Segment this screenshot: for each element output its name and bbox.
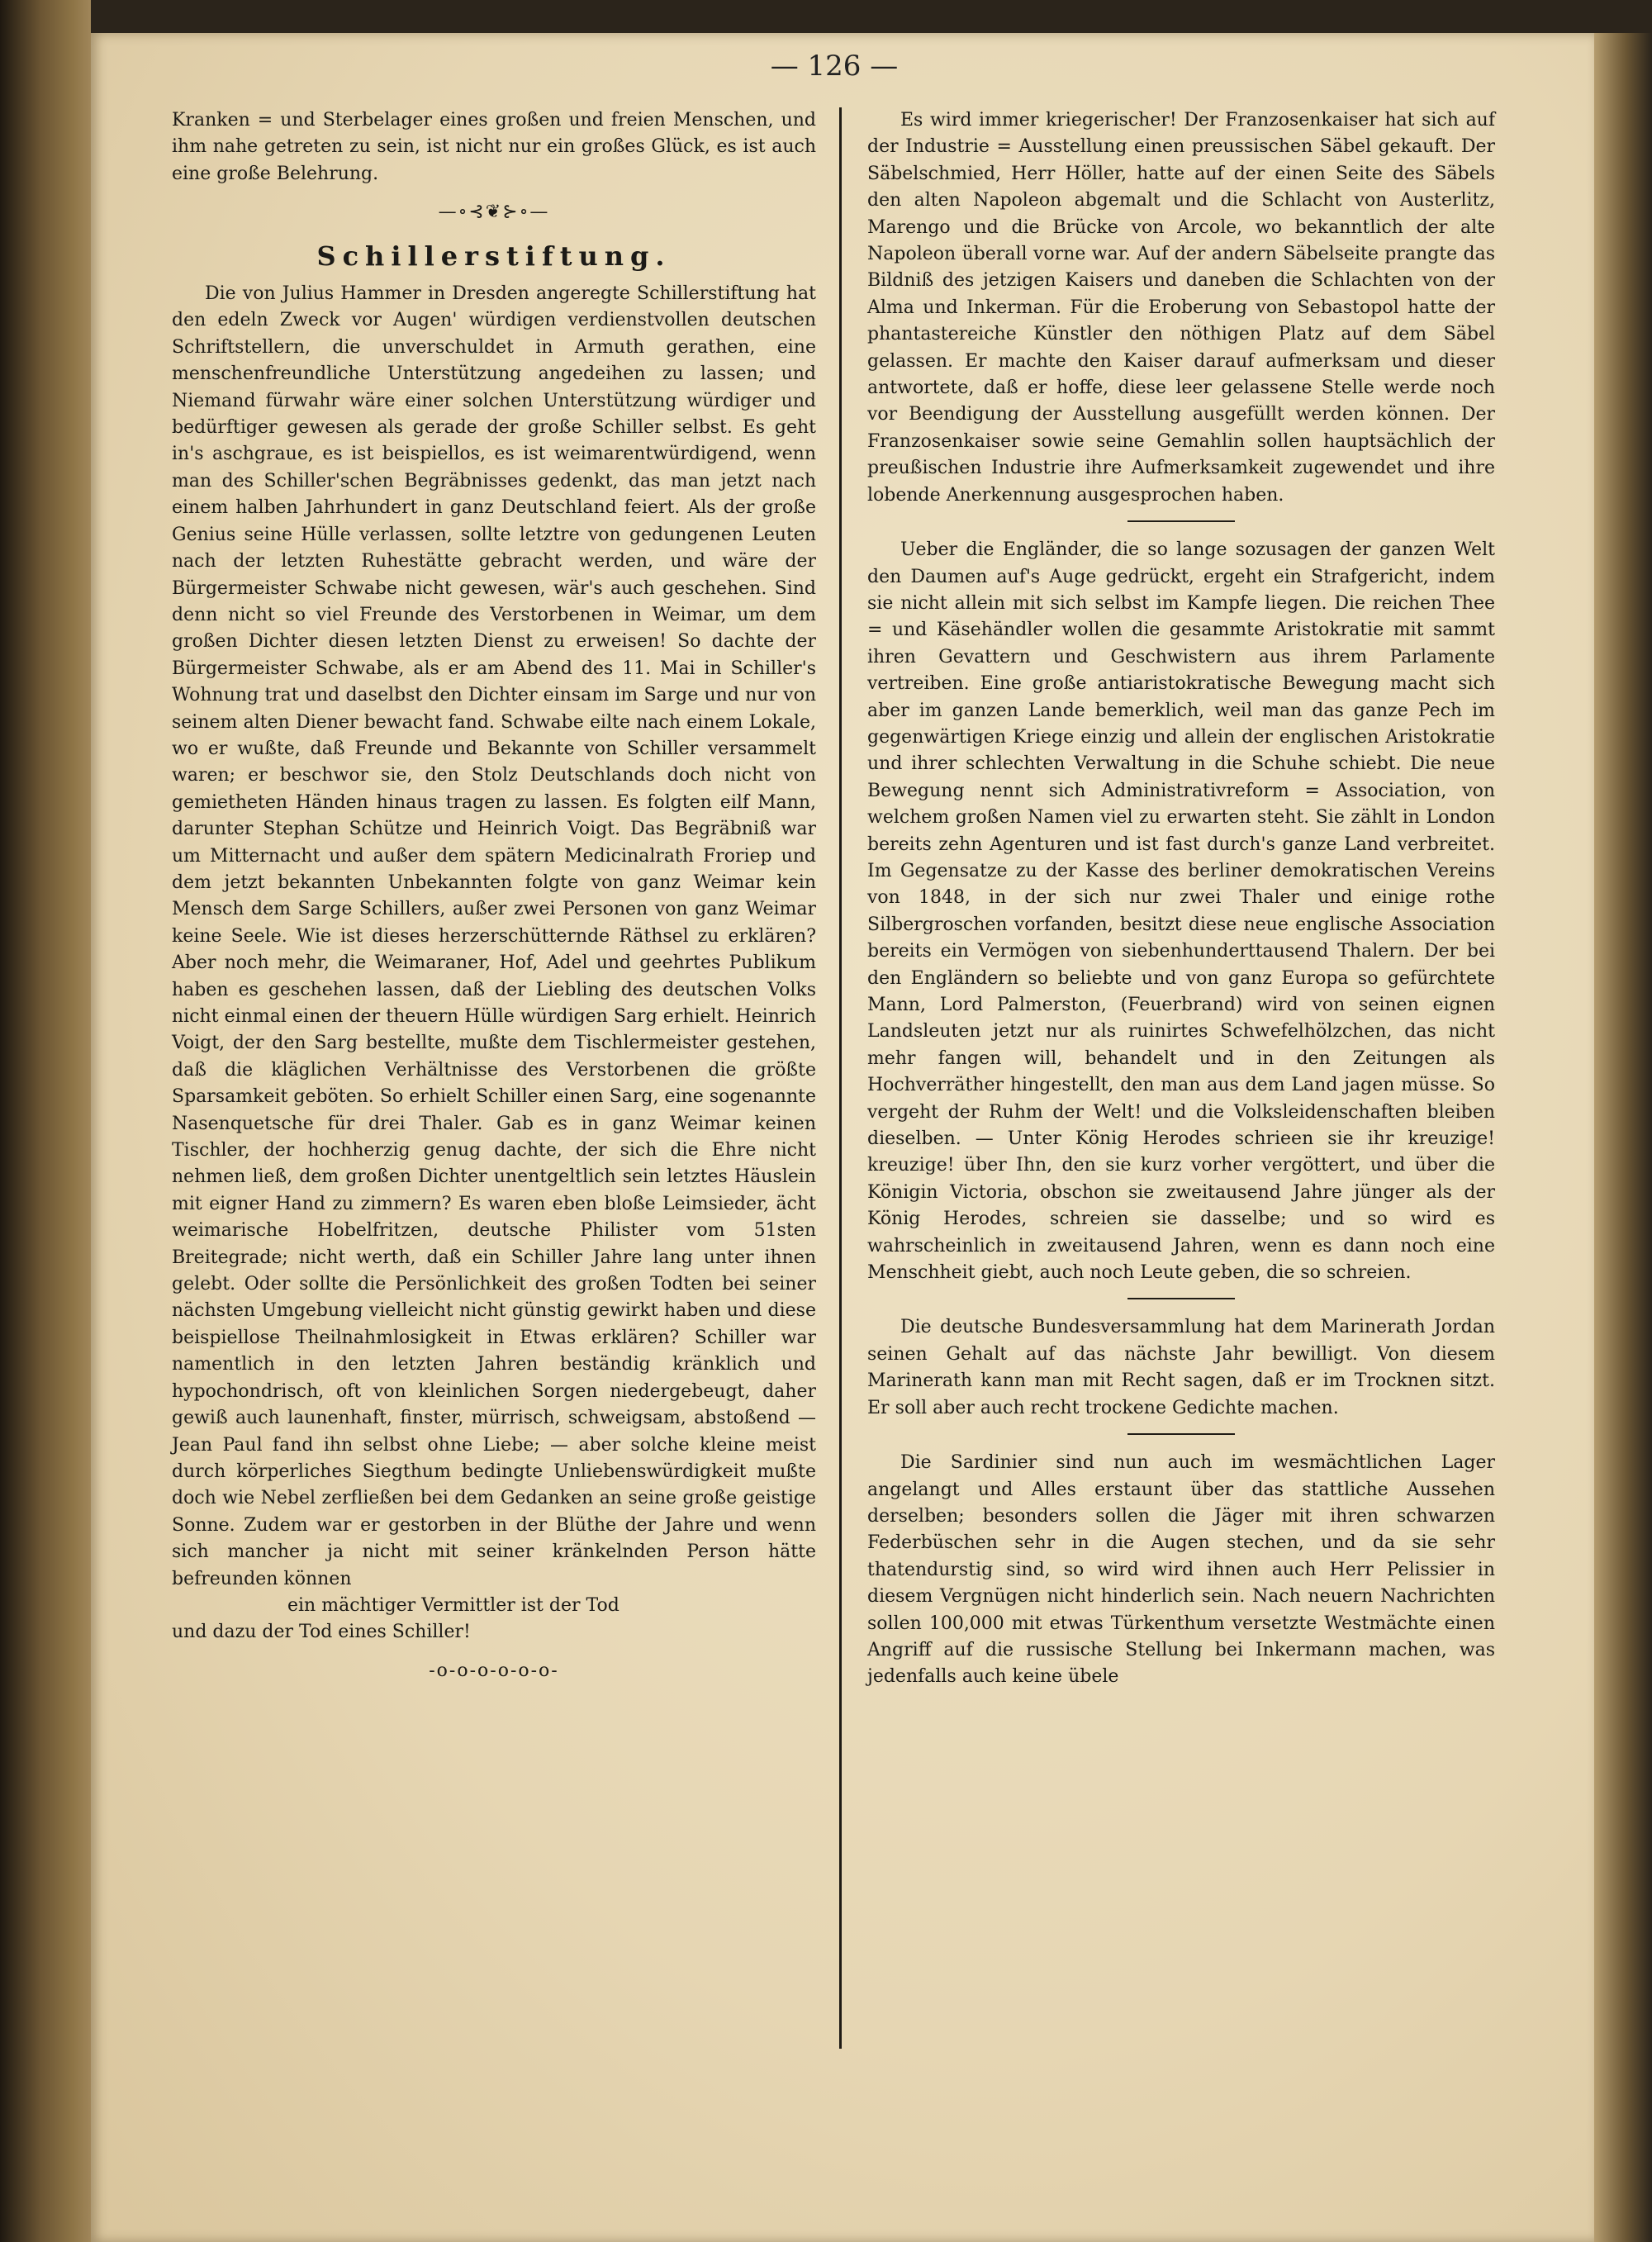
article-paragraph-1: Es wird immer kriegerischer! Der Franzosenkaiser hat sich auf der Industrie = Ausstellung einen preussischen Säbel gekauft. Der Säbelschmied, Herr Höller, hatte auf der einen Seite des Säbels den alten Napoleon abgemalt und die Schlacht von Austerlitz, Marengo und die Brücke von Arcole, wo bekanntlich der alte Napoleon überall vorne war. Auf der andern Säbelseite prangte das Bildniß des jetzigen Kaisers und daneben die Schlachten von der Alma und Inkerman. Für die Eroberung von Sebastopol hatte der phantastereiche Künstler den nöthigen Platz auf dem Säbel gelassen. Er machte den Kaiser darauf aufmerksam und dieser antwortete, daß er hoffe, diese leer gelassene Stelle werde noch vor Beendigung der Ausstellung ausgefüllt werden können. Der Franzosenkaiser sowie seine Gemahlin sollen hauptsächlich der preußischen Industrie ihre Aufmerksamkeit zugewendet und ihre lobende Anerkennung ausgesprochen haben. bbox=[867, 110, 1495, 506]
opening-paragraph: Kranken = und Sterbelager eines großen und freien Menschen, und ihm nahe getreten zu sein, ist nicht nur ein großes Glück, es ist auch eine große Belehrung. bbox=[172, 110, 816, 184]
quote-line-2: und dazu der Tod eines Schiller! bbox=[172, 1622, 471, 1643]
article-body: Die von Julius Hammer in Dresden angeregte Schillerstiftung hat den edeln Zweck vor Augen' würdigen verdienstvollen deutschen Schriftstellern, die unverschuldet in Armuth gerathen, eine menschenfreundliche Unterstützung angedeihen zu lassen; und Niemand fürwahr wäre einer solchen Unterstützung würdiger und bedürftiger gewesen als gerade der große Schiller selbst. Es geht in's aschgraue, es ist beispiellos, es ist weimarentwürdigend, wenn man des Schiller'schen Begräbnisses gedenkt, das man jetzt nach einem halben Jahrhundert in ganz Deutschland feiert. Als der große Genius seine Hülle verlassen, sollte letztre von gedungenen Leuten nach der letzten Ruhestätte gebracht werden, und wäre der Bürgermeister Schwabe nicht gewesen, wär's auch geschehen. Sind denn nicht so viel Freunde des Verstorbenen in Weimar, um dem großen Dichter diesen letzten Dienst zu erweisen! So dachte der Bürgermeister Schwabe, als er am Abend des 11. Mai in Schiller's Wohnung trat und daselbst den Dichter einsam im Sarge und nur von seinem alten Diener bewacht fand. Schwabe eilte nach einem Lokale, wo er wußte, daß Freunde und Bekannte von Schiller versammelt waren; er beschwor sie, den Stolz Deutschlands doch nicht von gemietheten Händen hinaus tragen zu lassen. Es folgten eilf Mann, darunter Stephan Schütze und Heinrich Voigt. Das Begräbniß war um Mitternacht und außer dem spätern Medicinalrath Froriep und dem jetzt bekannten Unbekannten folgte von ganz Weimar kein Mensch dem Sarge Schillers, außer zwei Personen von ganz Weimar keine Seele. Wie ist dieses herzerschütternde Räthsel zu erklären? Aber noch mehr, die Weimaraner, Hof, Adel und geehrtes Publikum haben es geschehen lassen, daß der Liebling des deutschen Volks nicht einmal einen der theuern Hülle würdigen Sarg erhielt. Heinrich Voigt, der den Sarg bestellte, mußte dem Tischlermeister gestehen, daß die kläglichen Verhältnisse des Verstorbenen die größte Sparsamkeit geböten. So erhielt Schiller einen Sarg, eine sogenannte Nasenquetsche für drei Thaler. Gab es in ganz Weimar keinen Tischler, der hochherzig genug dachte, der sich die Ehre nicht nehmen ließ, dem großen Dichter unentgeltlich sein letztes Häuslein mit eigner Hand zu zimmern? Es waren eben bloße Leimsieder, ächt weimarische Hobelfritzen, deutsche Philister vom 51sten Breitegrade; nicht werth, daß ein Schiller Jahre lang unter ihnen gelebt. Oder sollte die Persönlichkeit des großen Todten bei seiner nächsten Umgebung vielleicht nicht günstig gewirkt haben und diese beispiellose Theilnahmlosigkeit in Etwas erklären? Schiller war namentlich in den letzten Jahren beständig kränklich und hypochondrisch, oft von kleinlichen Sorgen niedergebeugt, daher gewiß auch launenhaft, finster, mürrisch, schweigsam, abstoßend — Jean Paul fand ihn selbst ohne Liebe; — aber solche kleine meist durch körperliches Siegthum bedingte Unliebenswürdigkeit mußte doch wie Nebel zerfließen bei dem Gedanken an seine große geistige Sonne. Zudem war er gestorben in der Blüthe der Jahre und wenn sich mancher ja nicht mit seiner kränkelnden Person hätte befreunden können bbox=[172, 283, 816, 1589]
article-heading: Schillerstiftung. bbox=[316, 240, 672, 272]
column-divider bbox=[839, 107, 842, 2049]
section-rule bbox=[1127, 1433, 1235, 1435]
page-number: — 126 — bbox=[770, 50, 899, 83]
section-rule bbox=[1127, 1298, 1235, 1299]
article-paragraph-3: Die deutsche Bundesversammlung hat dem Marinerath Jordan seinen Gehalt auf das nächste Jahr bewilligt. Von diesem Marinerath kann man mit Recht sagen, daß er im Trocknen sitzt. Er soll aber auch recht trockene Gedichte machen. bbox=[867, 1317, 1495, 1418]
quote-line-1: ein mächtiger Vermittler ist der Tod bbox=[287, 1594, 620, 1616]
article-paragraph-4: Die Sardinier sind nun auch im wesmächtlichen Lager angelangt und Alles erstaunt über das stattliche Aussehen derselben; besonders sollen die Jäger mit ihren schwarzen Federbüschen sehr in die Augen stechen, und da sie sehr thatendurstig sind, so wird wird ihnen auch Herr Pelissier in diesem Vergnügen nicht hinderlich sein. Nach neuern Nachrichten sollen 100,000 mit etwas Türkenthum versetzte Westmächte einen Angriff auf die russische Stellung bei Inkermann machen, was jedenfalls auch keine übele bbox=[867, 1452, 1495, 1688]
ornament-end-icon: -o-o-o-o-o-o- bbox=[429, 1660, 559, 1681]
right-column bbox=[867, 107, 1495, 1691]
article-paragraph-2: Ueber die Engländer, die so lange sozusagen der ganzen Welt den Daumen auf's Auge gedrückt, ergeht ein Strafgericht, indem sie nicht allein mit sich selbst im Kampfe liegen. Die reichen Thee = und Käsehändler wollen die gesammte Aristokratie mit sammt ihren Gevattern und Geschwistern aus ihrem Parlamente vertreiben. Eine große antiaristokratische Bewegung macht sich aber im ganzen Lande bemerklich, weil man das ganze Pech im gegenwärtigen Kriege einzig und allein der englischen Aristokratie und ihrer schlechten Verwaltung in die Schuhe schiebt. Die neue Bewegung nennt sich Administrativreform = Association, von welchem großen Namen viel zu erwarten steht. Sie zählt in London bereits zehn Agenturen und ist fast durch's ganze Land verbreitet. Im Gegensatze zu der Kasse des berliner demokratischen Vereins von 1848, in der sich nur zwei Thaler und einige rothe Silbergroschen vorfanden, besitzt diese neue englische Association bereits ein Vermögen von siebenhunderttausend Thalern. Der bei den Engländern so beliebte und von ganz Europa so gefürchtete Mann, Lord Palmerston, (Feuerbrand) wird von seinen eignen Landsleuten jetzt nur als ruinirtes Schwefelhölzchen, das nicht mehr fangen will, behandelt und in den Zeitungen als Hochverräther hingestellt, den man aus dem Land jagen müsse. So vergeht der Ruhm der Welt! und die Volksleidenschaften bleiben dieselben. — Unter König Herodes schrieen sie ihr kreuzige! kreuzige! über Ihn, den sie kurz vorher vergöttert, und über die Königin Victoria, obschon sie zweitausend Jahre jünger als der König Herodes, schreien sie dasselbe; und so wird es wahrscheinlich in zweitausend Jahren, wenn es dann noch eine Menschheit giebt, auch noch Leute geben, die so schreien. bbox=[867, 539, 1495, 1284]
next-page-edge bbox=[1594, 33, 1652, 2242]
section-rule bbox=[1127, 520, 1235, 522]
left-column bbox=[172, 107, 816, 1693]
book-gutter-shadow bbox=[0, 0, 91, 2242]
ornament-divider-icon: —∘⊰❦⊱∘— bbox=[438, 202, 550, 223]
